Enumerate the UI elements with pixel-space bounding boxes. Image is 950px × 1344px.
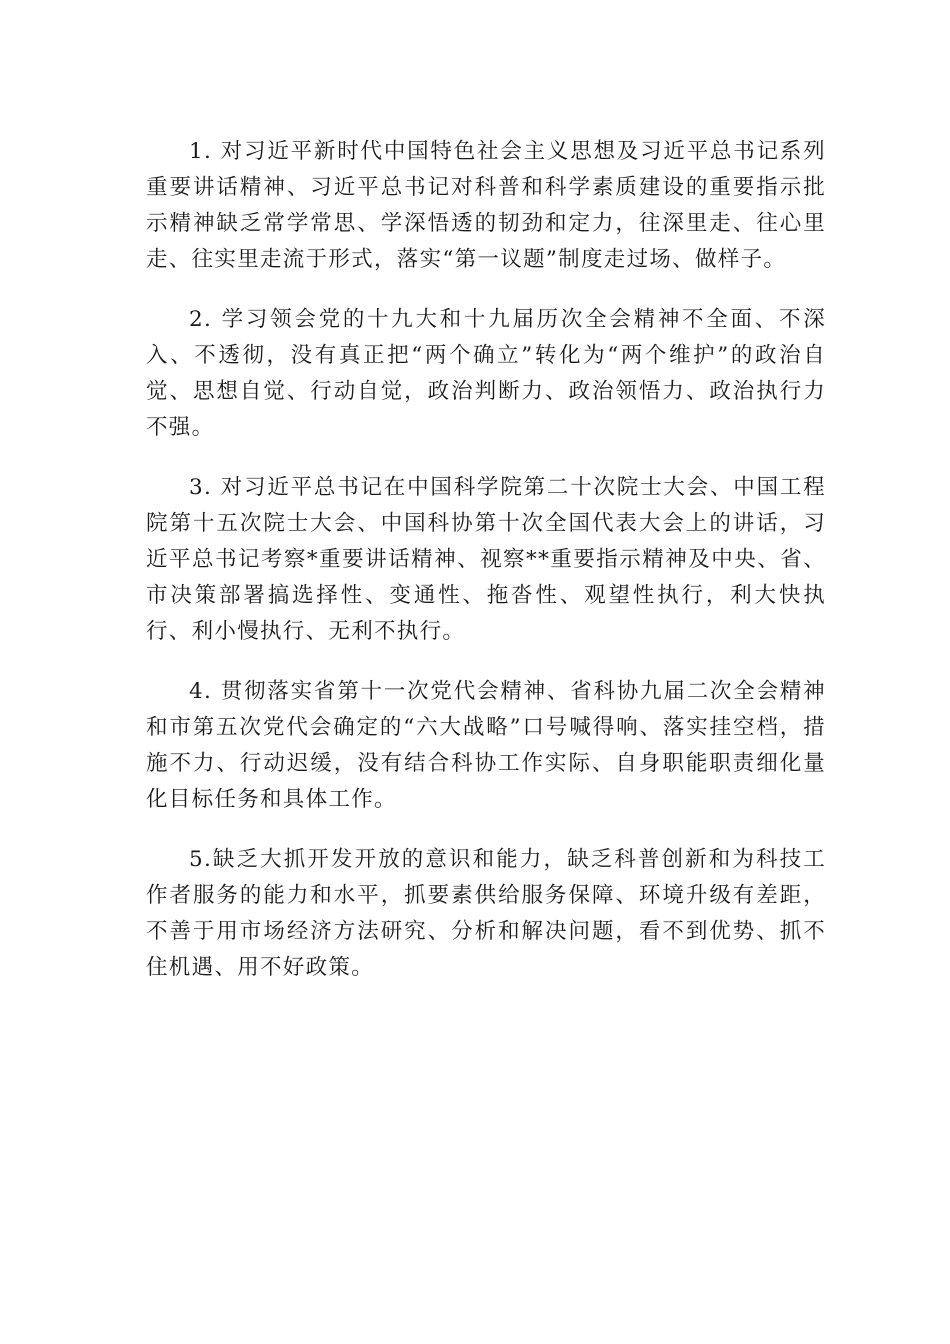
paragraph-1: 1. 对习近平新时代中国特色社会主义思想及习近平总书记系列重要讲话精神、习近平总书记对科普和科学素质建设的重要指示批示精神缺乏常学常思、学深悟透的韧劲和定力，往深里走、往心里走、往实里走流于形式，落实“第一议题”制度走过场、做样子。 [146, 139, 826, 272]
document-body [146, 134, 826, 1010]
paragraph-4: 4. 贯彻落实省第十一次党代会精神、省科协九届二次全会精神和市第五次党代会确定的“六大战略”口号喊得响、落实挂空档，措施不力、行动迟缓，没有结合科协工作实际、自身职能职责细化量化目标任务和具体工作。 [146, 679, 826, 812]
paragraph-5: 5.缺乏大抓开发开放的意识和能力，缺乏科普创新和为科技工作者服务的能力和水平，抓要素供给服务保障、环境升级有差距，不善于用市场经济方法研究、分析和解决问题，看不到优势、抓不住机遇、用不好政策。 [146, 847, 826, 980]
paragraph-2: 2. 学习领会党的十九大和十九届历次全会精神不全面、不深入、不透彻，没有真正把“两个确立”转化为“两个维护”的政治自觉、思想自觉、行动自觉，政治判断力、政治领悟力、政治执行力不强。 [146, 307, 826, 440]
paragraph-3: 3. 对习近平总书记在中国科学院第二十次院士大会、中国工程院第十五次院士大会、中国科协第十次全国代表大会上的讲话，习近平总书记考察*重要讲话精神、视察**重要指示精神及中央、省、市决策部署搞选择性、变通性、拖沓性、观望性执行，利大快执行、利小慢执行、无利不执行。 [146, 475, 826, 644]
